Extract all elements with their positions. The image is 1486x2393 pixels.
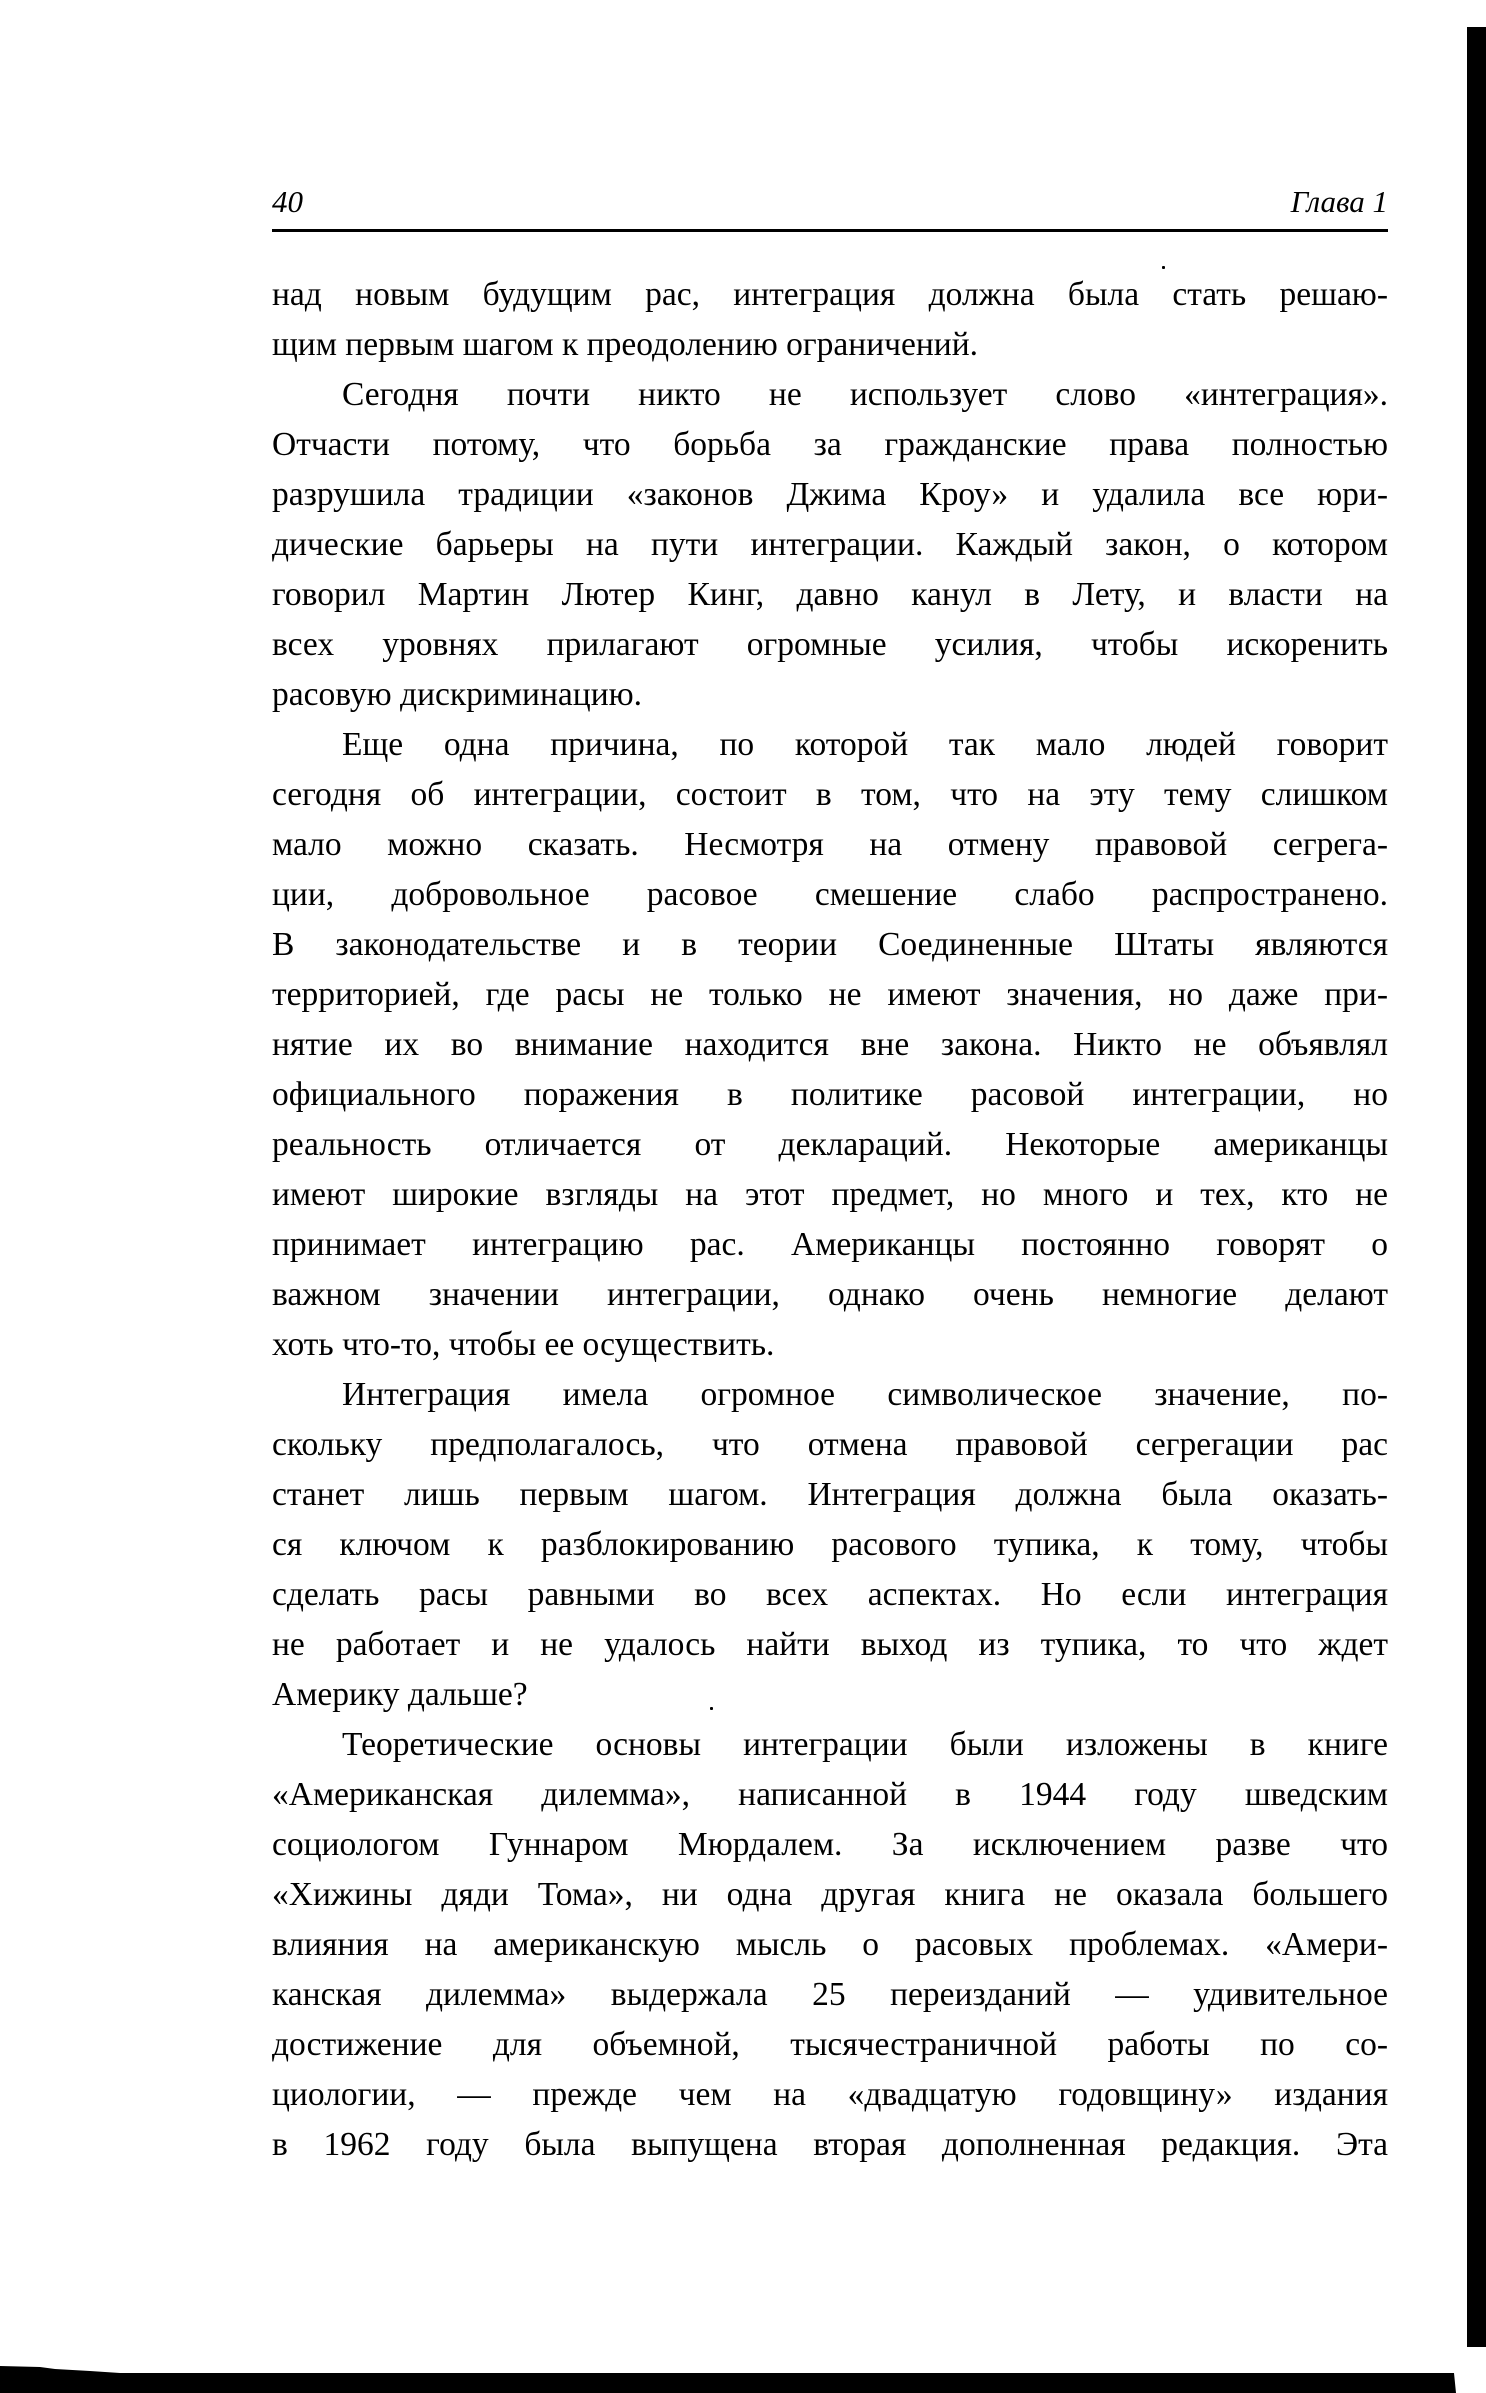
text-line: говорил Мартин Лютер Кинг, давно канул в Лету, и власти на (272, 576, 1388, 613)
text-line: расовую дискриминацию. (272, 676, 643, 713)
paragraph (272, 720, 1388, 1370)
text-line: Теоретические основы интеграции были изложены в книге (342, 1726, 1388, 1763)
text-line: принимает интеграцию рас. Американцы постоянно говорят о (272, 1226, 1388, 1263)
paragraph (272, 1720, 1388, 2170)
text-line: Интеграция имела огромное символическое значение, по- (342, 1376, 1388, 1413)
text-line: социологом Гуннаром Мюрдалем. За исключением разве что (272, 1826, 1388, 1863)
body-text (272, 270, 1388, 2170)
text-line: станет лишь первым шагом. Интеграция должна была оказать- (272, 1476, 1388, 1513)
text-line: достижение для объемной, тысячестраничной работы по со- (272, 2026, 1388, 2063)
text-line: над новым будущим рас, интеграция должна была стать решаю- (272, 276, 1388, 313)
scan-edge-right (1467, 27, 1486, 2347)
text-line: нятие их во внимание находится вне закона. Никто не объявлял (272, 1026, 1388, 1063)
scan-edge-bottom-shape (0, 2366, 1456, 2393)
text-line: всех уровнях прилагают огромные усилия, чтобы искоренить (272, 626, 1388, 663)
text-line: не работает и не удалось найти выход из тупика, то что ждет (272, 1626, 1388, 1663)
text-line: сегодня об интеграции, состоит в том, что на эту тему слишком (272, 776, 1388, 813)
text-line: Америку дальше? (272, 1676, 528, 1713)
text-line: влияния на американскую мысль о расовых проблемах. «Амери- (272, 1926, 1388, 1963)
text-line: «Хижины дяди Тома», ни одна другая книга не оказала большего (272, 1876, 1388, 1913)
text-line: реальность отличается от деклараций. Некоторые американцы (272, 1126, 1388, 1163)
scan-edge-bottom (0, 2360, 1486, 2393)
chapter-title: Глава 1 (1290, 184, 1388, 219)
text-line: ции, добровольное расовое смешение слабо распространено. (272, 876, 1388, 913)
text-line: дические барьеры на пути интеграции. Каждый закон, о котором (272, 526, 1388, 563)
text-line: канская дилемма» выдержала 25 переизданий — удивительное (272, 1976, 1388, 2013)
text-line: «Американская дилемма», написанной в 1944 году шведским (272, 1776, 1388, 1813)
running-head (272, 180, 1388, 224)
page-number: 40 (272, 184, 303, 219)
text-line: в 1962 году была выпущена вторая дополненная редакция. Эта (272, 2126, 1388, 2163)
text-line: Сегодня почти никто не использует слово «интеграция». (342, 376, 1388, 413)
header-rule (272, 229, 1388, 232)
text-line: мало можно сказать. Несмотря на отмену правовой сегрега- (272, 826, 1388, 863)
text-line: хоть что-то, чтобы ее осуществить. (272, 1326, 775, 1363)
text-line: Еще одна причина, по которой так мало людей говорит (342, 726, 1388, 763)
text-line: важном значении интеграции, однако очень немногие делают (272, 1276, 1388, 1313)
text-line: Отчасти потому, что борьба за гражданские права полностью (272, 426, 1388, 463)
text-line: В законодательстве и в теории Соединенные Штаты являются (272, 926, 1388, 963)
text-line: официального поражения в политике расовой интеграции, но (272, 1076, 1388, 1113)
text-line: щим первым шагом к преодолению ограничений. (272, 326, 979, 363)
text-line: скольку предполагалось, что отмена правовой сегрегации рас (272, 1426, 1388, 1463)
text-line: циологии, — прежде чем на «двадцатую годовщину» издания (272, 2076, 1388, 2113)
text-line: ся ключом к разблокированию расового тупика, к тому, чтобы (272, 1526, 1388, 1563)
scan-speck (1162, 266, 1165, 269)
paragraph (272, 270, 1388, 370)
paragraph (272, 1370, 1388, 1720)
paragraph (272, 370, 1388, 720)
scan-speck (710, 1707, 713, 1710)
text-line: территорией, где расы не только не имеют значения, но даже при- (272, 976, 1388, 1013)
text-line: разрушила традиции «законов Джима Кроу» и удалила все юри- (272, 476, 1388, 513)
text-line: сделать расы равными во всех аспектах. Но если интеграция (272, 1576, 1388, 1613)
text-line: имеют широкие взгляды на этот предмет, но много и тех, кто не (272, 1176, 1388, 1213)
